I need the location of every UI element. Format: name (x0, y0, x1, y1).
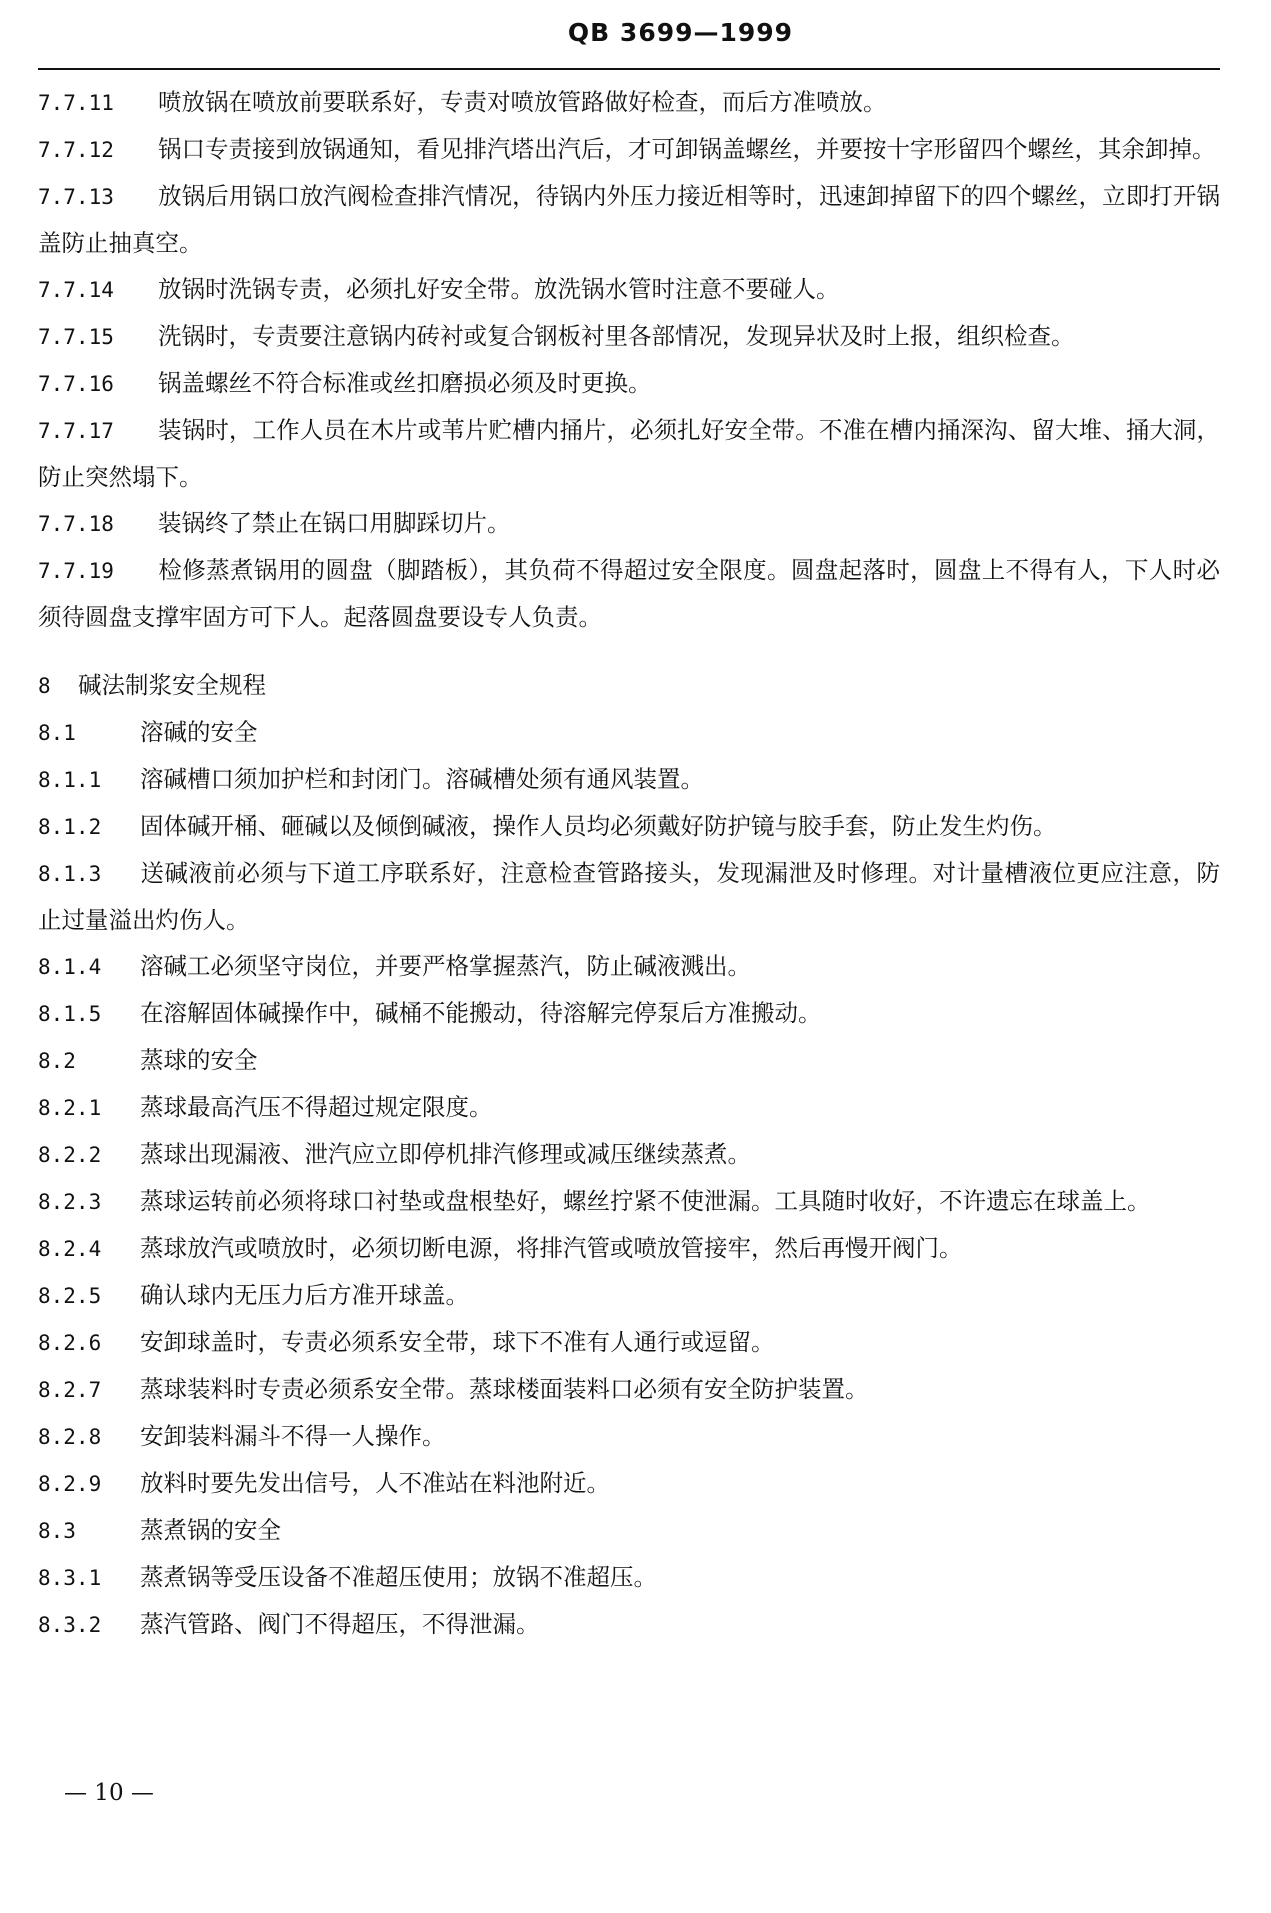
clause-number: 8.3.1 (38, 1566, 102, 1590)
clause-text: 放料时要先发出信号，人不准站在料池附近。 (140, 1469, 610, 1497)
clause-number: 7.7.18 (38, 512, 114, 536)
clause-number: 8.1.4 (38, 955, 102, 979)
clause (38, 1131, 1220, 1178)
clause-number: 8.3.2 (38, 1613, 102, 1637)
clause-text: 固体碱开桶、砸碱以及倾倒碱液，操作人员均必须戴好防护镜与胶手套，防止发生灼伤。 (140, 812, 1057, 840)
header-rule (38, 68, 1220, 70)
clause (38, 79, 1220, 126)
clause-number: 8.2.3 (38, 1190, 102, 1214)
clause-text: 在溶解固体碱操作中，碱桶不能搬动，待溶解完停泵后方准搬动。 (140, 999, 822, 1027)
clause-text: 确认球内无压力后方准开球盖。 (140, 1281, 469, 1309)
clause-number: 8.2.2 (38, 1143, 102, 1167)
clause-text: 锅口专责接到放锅通知，看见排汽塔出汽后，才可卸锅盖螺丝，并要按十字形留四个螺丝，其余卸掉。 (158, 135, 1216, 163)
clause-number: 8.2.7 (38, 1378, 102, 1402)
clause-number: 8.2.4 (38, 1237, 102, 1261)
clause-text: 碱法制浆安全规程 (78, 671, 266, 699)
clause (38, 756, 1220, 803)
clause (38, 1554, 1220, 1601)
clause-text: 装锅终了禁止在锅口用脚踩切片。 (158, 509, 511, 537)
clause (38, 803, 1220, 850)
section-gap (38, 640, 1220, 662)
clause-number: 8.2.9 (38, 1472, 102, 1496)
clause (38, 360, 1220, 407)
clause-number: 8.1.5 (38, 1002, 102, 1026)
clause (38, 850, 1220, 943)
clause (38, 126, 1220, 173)
clause-number: 7.7.15 (38, 325, 114, 349)
clause-text: 蒸球装料时专责必须系安全带。蒸球楼面装料口必须有安全防护装置。 (140, 1375, 869, 1403)
clause-text: 送碱液前必须与下道工序联系好，注意检查管路接头，发现漏泄及时修理。对计量槽液位更应注意，防止过量溢出灼伤人。 (38, 859, 1220, 934)
clause-number: 8 (38, 674, 51, 698)
clause-number: 7.7.16 (38, 372, 114, 396)
clause (38, 990, 1220, 1037)
clause (38, 500, 1220, 547)
clause-text: 放锅后用锅口放汽阀检查排汽情况，待锅内外压力接近相等时，迅速卸掉留下的四个螺丝，立即打开锅盖防止抽真空。 (38, 182, 1220, 257)
clause-text: 溶碱工必须坚守岗位，并要严格掌握蒸汽，防止碱液溅出。 (140, 952, 751, 980)
clause-number: 8.1.3 (38, 862, 102, 886)
clause-number: 8.2.6 (38, 1331, 102, 1355)
clause-number: 7.7.17 (38, 419, 114, 443)
clause (38, 1366, 1220, 1413)
clause-text: 蒸球出现漏液、泄汽应立即停机排汽修理或减压继续蒸煮。 (140, 1140, 751, 1168)
clause-number: 8.1.1 (38, 768, 102, 792)
clause-number: 8.2.5 (38, 1284, 102, 1308)
clause-number: 8.1 (38, 721, 76, 745)
section-heading (38, 662, 1220, 709)
clause-text: 蒸煮锅等受压设备不准超压使用；放锅不准超压。 (140, 1563, 657, 1591)
clause-number: 8.2.8 (38, 1425, 102, 1449)
clause-text: 蒸球运转前必须将球口衬垫或盘根垫好，螺丝拧紧不使泄漏。工具随时收好，不许遗忘在球盖上。 (140, 1187, 1151, 1215)
clause (38, 407, 1220, 500)
clause-number: 8.3 (38, 1519, 76, 1543)
clause (38, 173, 1220, 266)
page-header (0, 18, 1271, 47)
clause-text: 放锅时洗锅专责，必须扎好安全带。放洗锅水管时注意不要碰人。 (158, 275, 840, 303)
clause-text: 检修蒸煮锅用的圆盘（脚踏板），其负荷不得超过安全限度。圆盘起落时，圆盘上不得有人，下人时必须待圆盘支撑牢固方可下人。起落圆盘要设专人负责。 (38, 556, 1220, 631)
clause (38, 709, 1220, 756)
clause-number: 7.7.11 (38, 91, 114, 115)
clause-text: 蒸汽管路、阀门不得超压，不得泄漏。 (140, 1610, 540, 1638)
clause (38, 1272, 1220, 1319)
clause-text: 安卸装料漏斗不得一人操作。 (140, 1422, 446, 1450)
clause-number: 8.1.2 (38, 815, 102, 839)
clause (38, 266, 1220, 313)
clause-text: 溶碱槽口须加护栏和封闭门。溶碱槽处须有通风装置。 (140, 765, 704, 793)
clause-number: 7.7.19 (38, 559, 114, 583)
clause-text: 蒸煮锅的安全 (140, 1516, 281, 1544)
clause-text: 蒸球放汽或喷放时，必须切断电源，将排汽管或喷放管接牢，然后再慢开阀门。 (140, 1234, 963, 1262)
clause (38, 1601, 1220, 1648)
clause-text: 洗锅时，专责要注意锅内砖衬或复合钢板衬里各部情况，发现异状及时上报，组织检查。 (158, 322, 1075, 350)
clause (38, 1084, 1220, 1131)
page-number: — 10 — (64, 1780, 154, 1806)
clause-text: 装锅时，工作人员在木片或苇片贮槽内捅片，必须扎好安全带。不准在槽内捅深沟、留大堆、捅大洞，防止突然塌下。 (38, 416, 1220, 491)
clause-text: 蒸球最高汽压不得超过规定限度。 (140, 1093, 493, 1121)
clause-number: 8.2.1 (38, 1096, 102, 1120)
clause-text: 喷放锅在喷放前要联系好，专责对喷放管路做好检查，而后方准喷放。 (158, 88, 887, 116)
clause (38, 547, 1220, 640)
clause-number: 8.2 (38, 1049, 76, 1073)
clause (38, 1413, 1220, 1460)
clause-text: 溶碱的安全 (140, 718, 258, 746)
clause (38, 313, 1220, 360)
clause-number: 7.7.13 (38, 185, 114, 209)
clause (38, 1225, 1220, 1272)
clause (38, 1460, 1220, 1507)
clause (38, 1178, 1220, 1225)
clause (38, 943, 1220, 990)
clause (38, 1037, 1220, 1084)
clause-number: 7.7.12 (38, 138, 114, 162)
clause (38, 1507, 1220, 1554)
clause-text: 蒸球的安全 (140, 1046, 258, 1074)
clause-text: 安卸球盖时，专责必须系安全带，球下不准有人通行或逗留。 (140, 1328, 775, 1356)
document-body (38, 79, 1220, 1648)
document-code: QB 3699—1999 (567, 18, 794, 47)
clause (38, 1319, 1220, 1366)
clause-number: 7.7.14 (38, 278, 114, 302)
clause-text: 锅盖螺丝不符合标准或丝扣磨损必须及时更换。 (158, 369, 652, 397)
